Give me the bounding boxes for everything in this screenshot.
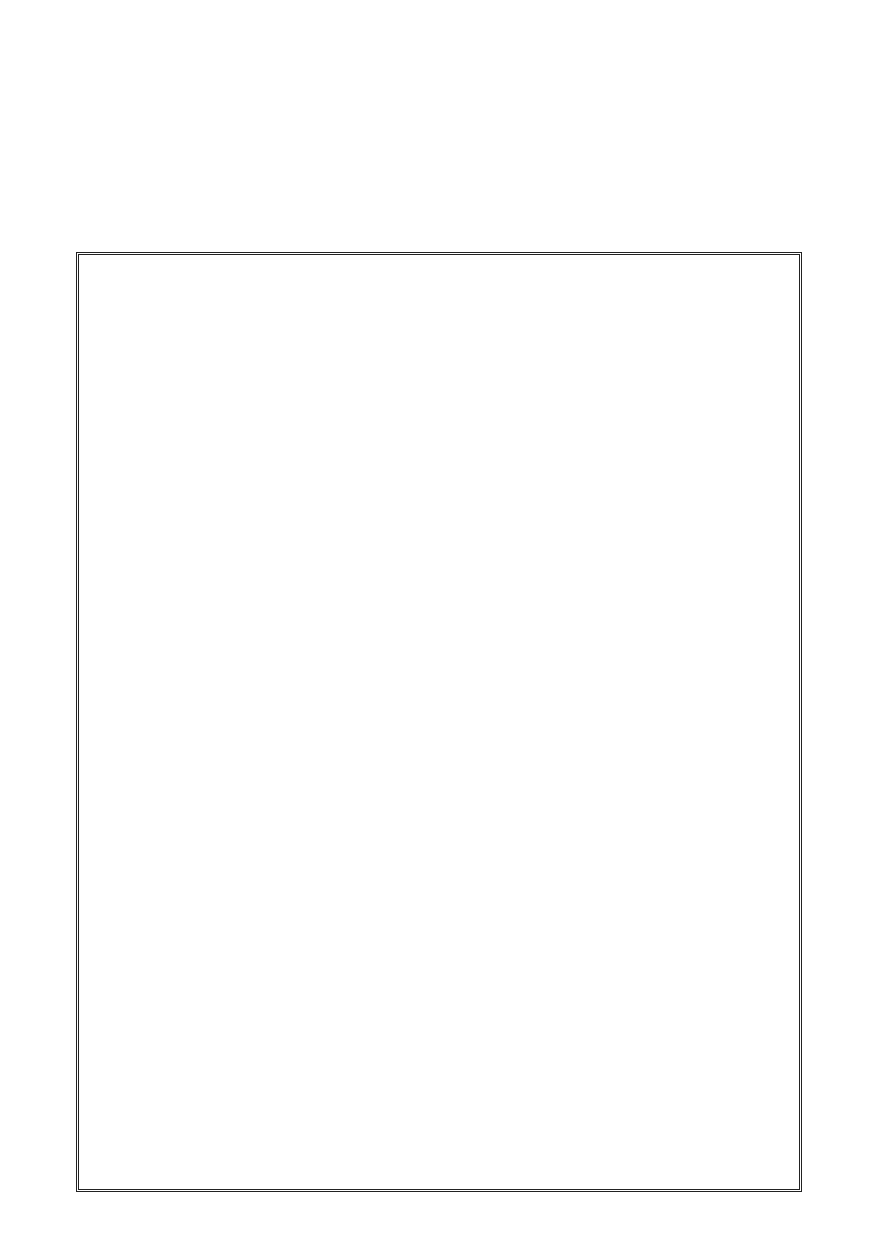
traffic-table bbox=[76, 252, 802, 1192]
running-header bbox=[718, 40, 808, 42]
